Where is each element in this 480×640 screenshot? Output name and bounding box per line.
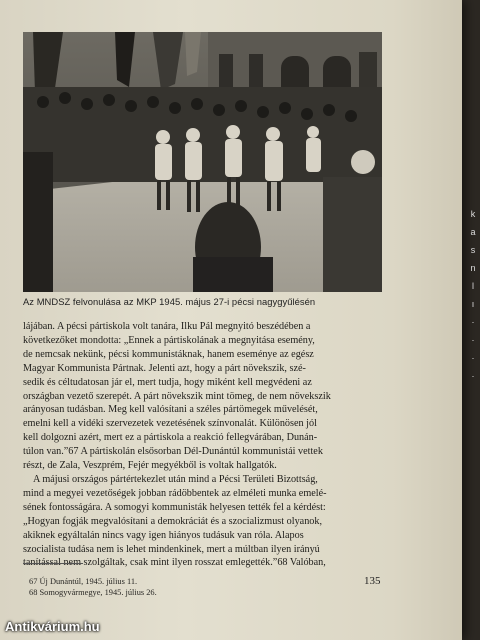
side-tab-letter: · — [471, 335, 475, 345]
body-text — [23, 320, 388, 570]
side-tab-letter: k — [470, 209, 476, 219]
body-line: mind a megyei vezetőségek jobban rádöbbentek az elméleti munka emelé- — [23, 487, 327, 499]
photo-caption: Az MNDSZ felvonulása az MKP 1945. május 27-i pécsi nagygyűlésén — [23, 296, 316, 307]
march-photograph — [23, 32, 382, 292]
footnotes — [23, 576, 157, 598]
body-line: Magyar Kommunista Pártnak. Jelenti azt, hogy a párt növekszik, szé- — [23, 362, 306, 374]
body-line: kell dolgozni azért, mert ez a pártiskola a reakció fellegvárában, Dunán- — [23, 432, 318, 444]
watermark-logo: Antikvárium.hu — [5, 619, 100, 634]
body-line: A májusi országos pártértekezlet után mind a Pécsi Területi Bizottság, — [33, 473, 318, 485]
photo-illustration — [23, 32, 382, 292]
side-tab-letter: l — [472, 281, 474, 291]
body-line: lájában. A pécsi pártiskola volt tanára, Ilku Pál megnyitó beszédében a — [23, 321, 311, 332]
page-number: 135 — [364, 575, 381, 587]
body-line: részt, de Zala, Veszprém, Fejér megyékből is voltak hallgatók. — [23, 460, 277, 472]
body-line: „Hogyan fogják megvalósítani a demokráciát és a szocializmust olyanok, — [23, 515, 323, 527]
side-tab-letter: a — [470, 227, 476, 237]
footnote-68: 68 Somogyvármegye, 1945. július 26. — [29, 588, 157, 597]
body-line: szocialista tudása nem is lehet mindenkinek, mert a múltban ilyen irányú — [23, 543, 320, 555]
body-line: túlon van.”67 A pártiskolán elsősorban Dél-Dunántúl kommunistái vettek — [23, 446, 323, 458]
body-line: tanítással nem szolgáltak, csak mint ilyen rosszat emlegették.”68 Valóban, — [23, 557, 326, 569]
body-line: sedik és céltudatosan jár el, mert tudja, hogy miként kell megvédeni az — [23, 376, 312, 388]
side-tab-letter: ı — [471, 299, 475, 309]
body-line: országban vezető szerepét. A párt növekszik mint tömeg, de nem növekszik — [23, 390, 331, 402]
footnote-67: 67 Új Dunántúl, 1945. július 11. — [29, 577, 138, 586]
body-line: arányosan tudásban. Meg kell valósítani a széles pártömegek művelését, — [23, 404, 318, 416]
side-tab-letter: · — [471, 317, 475, 327]
side-tab-letter: · — [471, 371, 475, 381]
side-bookmark-letters — [466, 205, 480, 385]
footnote-divider — [23, 563, 83, 564]
body-line: emelni kell a vidéki szervezetek vezetésének színvonalát. Különösen jól — [23, 418, 317, 430]
body-line: sének fontosságára. A somogyi kommunisták helyesen tették fel a kérdést: — [23, 501, 326, 513]
side-tab-letter: n — [470, 263, 476, 273]
body-line: de nemcsak nekünk, pécsi kommunistáknak, hanem eseménye az egész — [23, 348, 314, 360]
side-tab-letter: s — [470, 245, 476, 255]
body-line: akiknek egyáltalán nincs vagy igen hiányos tudásuk van róla. Alapos — [23, 529, 304, 541]
body-line: következőket mondotta: „Ennek a pártiskolának a megnyitása esemény, — [23, 334, 315, 346]
side-tab-letter: · — [471, 353, 475, 363]
